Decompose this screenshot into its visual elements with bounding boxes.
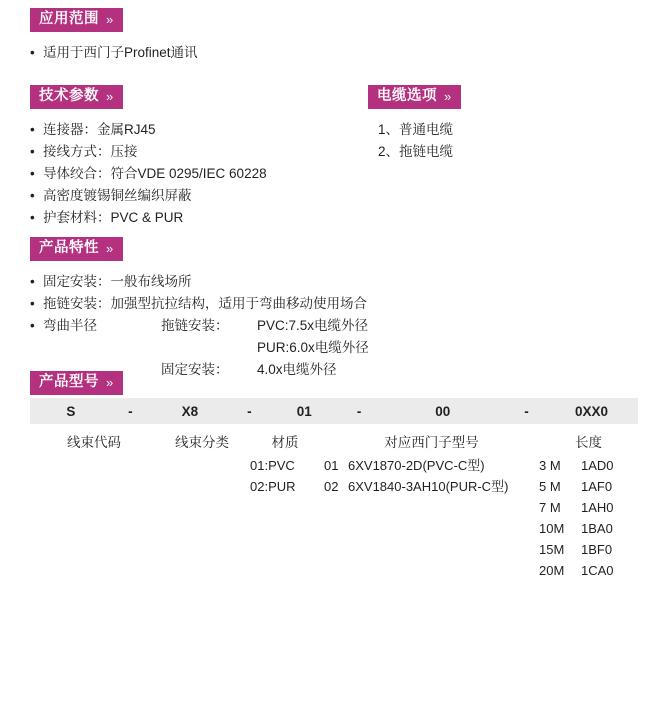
code-separator: - (524, 403, 529, 419)
heading-pill-model (30, 371, 123, 395)
section-body-features (30, 271, 369, 381)
siemens-model-list (324, 455, 539, 497)
model-code-bar (30, 398, 638, 424)
code-segment-1: S (66, 403, 76, 419)
heading-label: 应用范围 (39, 11, 99, 27)
tech-list (30, 119, 267, 229)
section-body-tech (30, 119, 267, 229)
material-list (246, 455, 324, 497)
code-separator: - (128, 403, 133, 419)
list-item: 1、普通电缆 (378, 122, 454, 137)
heading-pill-tech (30, 85, 123, 109)
length-code: 1BF0 (581, 542, 613, 557)
list-item (324, 455, 539, 476)
heading-label: 产品型号 (39, 374, 99, 390)
section-body-cable-options (370, 119, 453, 163)
bending-radius-value: 4.0x电缆外径 (257, 362, 337, 377)
siemens-index: 02 (324, 479, 339, 494)
code-segment-3: 01 (296, 403, 312, 419)
bending-radius-key: 固定安装： (161, 362, 229, 377)
length-code: 1AH0 (581, 500, 614, 515)
model-number-table (30, 398, 638, 581)
list-item (324, 476, 539, 497)
chevron-right-icon: » (444, 88, 452, 104)
column-harness-code (30, 432, 158, 581)
list-item: • 导体绞合：符合VDE 0295/IEC 60228 (30, 163, 267, 185)
chevron-right-icon: » (106, 88, 114, 104)
section-heading-model (30, 371, 123, 395)
section-heading-features (30, 237, 123, 261)
list-item (539, 539, 638, 560)
chevron-right-icon: » (106, 240, 114, 256)
bending-radius-label-spacer (30, 337, 161, 359)
length-code: 1BA0 (581, 521, 613, 536)
length-value: 5 M (539, 479, 561, 494)
chevron-right-icon: » (106, 11, 114, 27)
bending-radius-value: PVC:7.5x电缆外径 (257, 318, 369, 333)
heading-label: 产品特性 (39, 240, 99, 256)
length-value: 7 M (539, 500, 561, 515)
column-length (539, 432, 638, 581)
heading-label: 电缆选项 (377, 88, 437, 104)
list-item: 2、拖链电缆 (378, 144, 454, 159)
length-value: 3 M (539, 458, 561, 473)
siemens-model: 6XV1840-3AH10(PUR-C型) (348, 479, 509, 494)
length-value: 20M (539, 563, 565, 578)
length-list (539, 455, 638, 581)
list-item: • 高密度镀锡铜丝编织屏蔽 (30, 185, 267, 207)
list-item (539, 476, 638, 497)
list-item: 02:PUR (250, 479, 296, 494)
length-code: 1AF0 (581, 479, 613, 494)
bending-radius-label: • 弯曲半径 (30, 315, 161, 337)
bending-radius-value: PUR:6.0x电缆外径 (257, 340, 369, 355)
column-title: 对应西门子型号 (384, 435, 479, 450)
bending-radius-key (161, 337, 257, 359)
column-title: 线束分类 (175, 435, 229, 450)
cable-options-list (370, 119, 453, 163)
features-list (30, 271, 369, 315)
column-material (246, 432, 324, 581)
list-item: • 护套材料：PVC & PUR (30, 207, 267, 229)
heading-pill-cable-options (368, 85, 461, 109)
section-heading-tech (30, 85, 123, 109)
bending-radius-key: 拖链安装： (161, 318, 229, 333)
heading-pill-features (30, 237, 123, 261)
length-value: 15M (539, 542, 565, 557)
scope-list (30, 42, 198, 64)
section-heading-scope (30, 8, 123, 32)
column-title: 线束代码 (67, 435, 121, 450)
code-segment-5: 0XX0 (575, 403, 609, 419)
list-item: • 拖链安装：加强型抗拉结构，适用于弯曲移动使用场合 (30, 293, 369, 315)
bending-radius-row (30, 337, 369, 359)
list-item: 01:PVC (250, 458, 295, 473)
code-segment-2: X8 (181, 403, 199, 419)
heading-label: 技术参数 (39, 88, 99, 104)
model-columns (30, 432, 638, 581)
section-body-scope (30, 42, 198, 64)
code-separator: - (356, 403, 362, 419)
column-title: 材质 (271, 435, 299, 450)
list-item (539, 455, 638, 476)
siemens-index: 01 (324, 458, 339, 473)
list-item (539, 518, 638, 539)
code-separator: - (247, 403, 252, 419)
bending-radius-row (30, 315, 369, 337)
list-item (539, 560, 638, 581)
column-harness-class (158, 432, 246, 581)
column-siemens-model (324, 432, 539, 581)
length-code: 1CA0 (581, 563, 614, 578)
siemens-model: 6XV1870-2D(PVC-C型) (348, 458, 485, 473)
code-segment-4: 00 (435, 403, 451, 419)
length-value: 10M (539, 521, 565, 536)
list-item (539, 497, 638, 518)
length-code: 1AD0 (581, 458, 614, 473)
chevron-right-icon: » (106, 374, 114, 390)
heading-pill-scope (30, 8, 123, 32)
list-item: • 固定安装：一般布线场所 (30, 271, 369, 293)
list-item: • 连接器：金属RJ45 (30, 119, 267, 141)
list-item: • 接线方式：压接 (30, 141, 267, 163)
column-title: 长度 (575, 435, 602, 450)
list-item: • 适用于西门子Profinet通讯 (30, 42, 198, 64)
section-heading-cable-options (368, 85, 461, 109)
